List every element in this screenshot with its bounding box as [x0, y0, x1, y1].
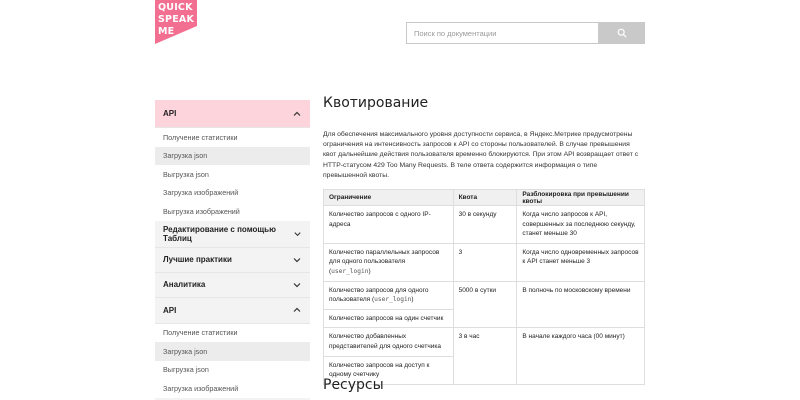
sidebar-item-upload-images[interactable]: Загрузка изображений — [155, 379, 310, 398]
cell-limit: Количество запросов на доступ к одному счетчику — [324, 356, 454, 384]
column-header-unlock: Разблокировка при превышении квоты — [517, 190, 645, 206]
chevron-up-icon — [292, 109, 302, 119]
search-icon — [617, 28, 627, 38]
chevron-down-icon — [292, 255, 302, 265]
cell-text: ) — [411, 296, 414, 304]
sidebar-section-best-practices[interactable] — [155, 248, 310, 273]
cell-quota: 3 — [453, 243, 517, 281]
cell-unlock: В полночь по московскому времени — [517, 281, 645, 328]
cell-limit — [324, 281, 454, 309]
logo-line-1: QUICK — [158, 2, 193, 13]
column-header-limit: Ограничение — [324, 190, 454, 206]
chevron-down-icon — [293, 229, 302, 239]
sidebar-item-upload-json[interactable]: Загрузка json — [155, 147, 310, 166]
cell-text: Количество запросов для одного пользователя ( — [329, 286, 429, 304]
table-row — [324, 243, 645, 281]
logo-line-3: ME — [158, 26, 175, 37]
cell-unlock: Когда число запросов к API, совершенных за последнюю секунду, станет меньше 30 — [517, 206, 645, 244]
logo-line-2: SPEAK — [158, 14, 195, 25]
cell-quota: 5000 в сутки — [453, 281, 517, 328]
sidebar-item-get-stats[interactable]: Получение статистики — [155, 324, 310, 343]
sidebar-item-upload-images[interactable]: Загрузка изображений — [155, 184, 310, 203]
sidebar-item-download-json[interactable]: Выгрузка json — [155, 361, 310, 380]
cell-unlock: Когда число одновременных запросов к API станет меньше 3 — [517, 243, 645, 281]
cell-limit: Количество добавленных представителей для одного счетчика — [324, 328, 454, 356]
sidebar-item-upload-json[interactable]: Загрузка json — [155, 342, 310, 361]
chevron-up-icon — [292, 305, 302, 315]
table-row — [324, 281, 645, 309]
sidebar-section-api-2[interactable] — [155, 298, 310, 324]
sidebar-section-label: API — [163, 305, 177, 315]
search-button[interactable] — [598, 22, 645, 44]
sidebar-section-label: Редактирование с помощью Таблиц — [163, 224, 276, 243]
cell-text: ) — [368, 267, 371, 275]
column-header-quota: Квота — [453, 190, 517, 206]
cell-code: user_login — [374, 296, 412, 304]
logo-wordmark — [158, 2, 194, 38]
cell-code: user_login — [331, 267, 369, 275]
sidebar-nav — [155, 100, 310, 400]
sidebar-section-label: Аналитика — [163, 280, 206, 289]
sidebar-section-label: API — [163, 109, 177, 118]
search-input[interactable] — [406, 22, 598, 44]
intro-paragraph: Для обеспечения максимального уровня доступности сервиса, в Яндекс.Метрике предусмотрены ограничения на интенсивность запросов к API со стороны пользователей. В случае превышения квот дальнейшие действия пользователя временно блокируются. При этом API возвращает ответ с HTTP-статусом 429 Too Many Requests. В теле ответа содержится информация о типе превышенной квоты. — [323, 131, 639, 179]
cell-unlock: В начале каждого часа (00 минут) — [517, 328, 645, 384]
table-header-row — [324, 190, 645, 206]
sidebar-item-download-json[interactable]: Выгрузка json — [155, 165, 310, 184]
page-title: Квотирование — [323, 95, 429, 111]
cell-quota: 30 в секунду — [453, 206, 517, 244]
search-bar — [406, 22, 645, 44]
quota-table — [323, 189, 645, 385]
cell-limit: Количество запросов на один счетчик — [324, 309, 454, 328]
section-title-resources: Ресурсы — [323, 377, 384, 393]
chevron-down-icon — [292, 280, 302, 290]
sidebar-section-api[interactable] — [155, 100, 310, 128]
sidebar-item-download-images[interactable]: Выгрузка изображений — [155, 202, 310, 221]
cell-quota: 3 в час — [453, 328, 517, 384]
main-content — [323, 95, 645, 181]
cell-text: Количество параллельных запросов для одного пользователя ( — [329, 248, 440, 275]
cell-limit — [324, 243, 454, 281]
sidebar-section-analytics[interactable] — [155, 273, 310, 298]
table-row — [324, 206, 645, 244]
cell-limit: Количество запросов с одного IP-адреса — [324, 206, 454, 244]
sidebar-item-get-stats[interactable]: Получение статистики — [155, 128, 310, 147]
sidebar-section-edit-tables[interactable] — [155, 221, 310, 248]
table-row — [324, 328, 645, 356]
sidebar-section-label: Лучшие практики — [163, 255, 232, 264]
